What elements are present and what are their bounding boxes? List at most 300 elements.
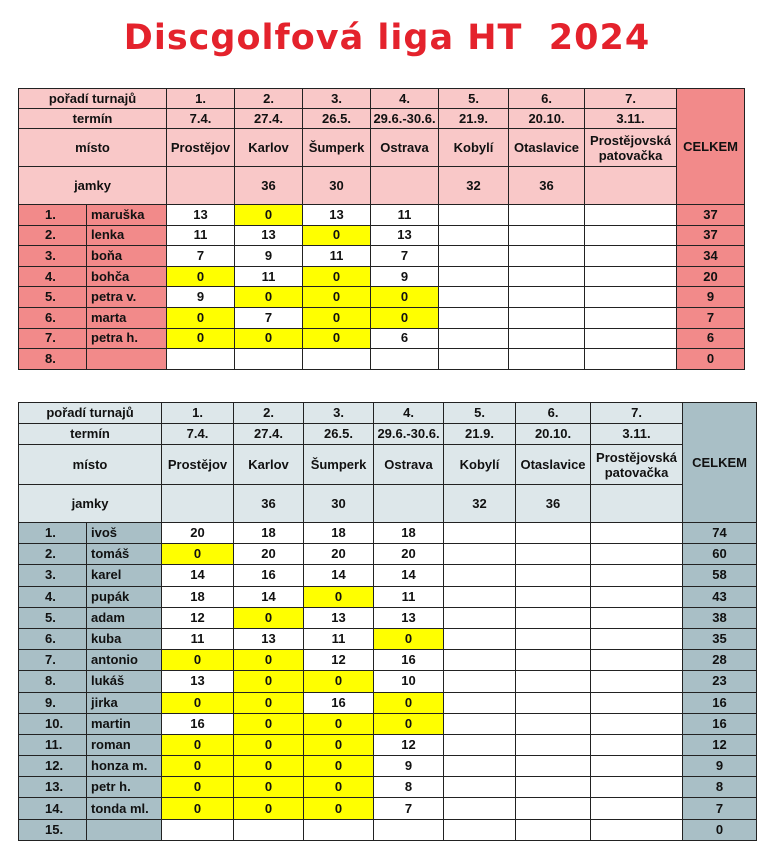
women-score-cell xyxy=(509,246,585,267)
men-score-cell: 20 xyxy=(162,523,234,544)
women-score-cell xyxy=(509,287,585,308)
men-player-name: tomáš xyxy=(87,544,162,565)
women-round-5-holes: 32 xyxy=(439,167,509,205)
men-score-cell xyxy=(516,777,591,798)
men-score-cell xyxy=(516,819,591,840)
men-player-row xyxy=(19,819,757,840)
men-score-cell: 0 xyxy=(162,692,234,713)
men-score-cell xyxy=(516,565,591,586)
women-score-cell: 0 xyxy=(371,287,439,308)
men-score-cell xyxy=(591,734,683,755)
men-score-cell xyxy=(516,798,591,819)
men-total-points: 35 xyxy=(683,628,757,649)
men-player-row xyxy=(19,777,757,798)
men-round-1-holes xyxy=(162,485,234,523)
men-total-points: 9 xyxy=(683,756,757,777)
men-player-row xyxy=(19,756,757,777)
women-rank: 3. xyxy=(19,246,87,267)
men-player-row xyxy=(19,671,757,692)
men-score-cell xyxy=(516,586,591,607)
men-score-cell: 20 xyxy=(234,544,304,565)
men-rank: 10. xyxy=(19,713,87,734)
women-score-cell xyxy=(439,266,509,287)
women-score-cell: 13 xyxy=(371,225,439,246)
men-round-4-round-number: 4. xyxy=(374,403,444,424)
men-player-name: karel xyxy=(87,565,162,586)
men-score-cell: 11 xyxy=(162,628,234,649)
women-player-name: petra h. xyxy=(87,328,167,349)
women-score-cell: 0 xyxy=(167,266,235,287)
page-title: Discgolfová liga HT 2024 xyxy=(123,18,651,58)
men-score-cell: 0 xyxy=(162,734,234,755)
women-score-cell xyxy=(585,205,677,226)
women-score-cell xyxy=(167,349,235,370)
women-score-cell xyxy=(585,225,677,246)
men-score-cell xyxy=(591,544,683,565)
men-rank: 11. xyxy=(19,734,87,755)
men-round-7-holes xyxy=(591,485,683,523)
men-score-cell xyxy=(444,607,516,628)
women-rank: 8. xyxy=(19,349,87,370)
men-score-cell xyxy=(516,671,591,692)
men-rank: 5. xyxy=(19,607,87,628)
men-score-cell xyxy=(516,713,591,734)
men-player-row xyxy=(19,650,757,671)
men-score-cell: 20 xyxy=(374,544,444,565)
women-score-cell xyxy=(371,349,439,370)
men-score-cell xyxy=(591,523,683,544)
men-score-cell xyxy=(444,565,516,586)
men-player-name: jirka xyxy=(87,692,162,713)
men-total-points: 28 xyxy=(683,650,757,671)
women-score-cell: 0 xyxy=(235,205,303,226)
women-score-cell: 0 xyxy=(167,307,235,328)
men-score-cell: 12 xyxy=(304,650,374,671)
women-standings-table xyxy=(18,88,745,370)
women-player-name: lenka xyxy=(87,225,167,246)
women-round-3-round-number: 3. xyxy=(303,89,371,109)
men-score-cell xyxy=(591,798,683,819)
men-round-6-place: Otaslavice xyxy=(516,445,591,485)
women-score-cell xyxy=(509,225,585,246)
men-round-1-date: 7.4. xyxy=(162,424,234,445)
men-score-cell xyxy=(516,692,591,713)
women-place-label: místo xyxy=(19,129,167,167)
men-score-cell: 0 xyxy=(234,756,304,777)
women-round-4-round-number: 4. xyxy=(371,89,439,109)
women-score-cell: 9 xyxy=(235,246,303,267)
women-score-cell xyxy=(303,349,371,370)
women-score-cell xyxy=(235,349,303,370)
men-round-7-place: Prostějovská patovačka xyxy=(591,445,683,485)
women-score-cell: 0 xyxy=(303,328,371,349)
men-round-7-round-number: 7. xyxy=(591,403,683,424)
men-score-cell: 12 xyxy=(162,607,234,628)
men-score-cell xyxy=(444,798,516,819)
men-round-4-holes xyxy=(374,485,444,523)
men-score-cell: 18 xyxy=(162,586,234,607)
men-score-cell xyxy=(444,692,516,713)
women-score-cell: 0 xyxy=(235,328,303,349)
men-rank: 9. xyxy=(19,692,87,713)
men-standings-table xyxy=(18,402,757,841)
men-player-name: honza m. xyxy=(87,756,162,777)
men-player-name: tonda ml. xyxy=(87,798,162,819)
men-score-cell: 13 xyxy=(304,607,374,628)
women-score-cell: 7 xyxy=(167,246,235,267)
women-score-cell: 11 xyxy=(371,205,439,226)
men-score-cell xyxy=(374,819,444,840)
men-total-points: 23 xyxy=(683,671,757,692)
men-score-cell xyxy=(591,756,683,777)
men-round-2-holes: 36 xyxy=(234,485,304,523)
men-score-cell xyxy=(591,650,683,671)
men-round-5-place: Kobylí xyxy=(444,445,516,485)
men-player-row xyxy=(19,586,757,607)
men-round-2-round-number: 2. xyxy=(234,403,304,424)
women-player-row xyxy=(19,266,745,287)
men-score-cell: 0 xyxy=(234,650,304,671)
men-rank: 2. xyxy=(19,544,87,565)
women-player-name xyxy=(87,349,167,370)
men-player-row xyxy=(19,628,757,649)
men-score-cell xyxy=(516,756,591,777)
men-round-3-date: 26.5. xyxy=(304,424,374,445)
women-score-cell: 0 xyxy=(371,307,439,328)
women-score-cell xyxy=(439,205,509,226)
women-round-1-holes xyxy=(167,167,235,205)
men-score-cell: 16 xyxy=(374,650,444,671)
men-total-points: 38 xyxy=(683,607,757,628)
men-score-cell xyxy=(234,819,304,840)
women-order-label: pořadí turnajů xyxy=(19,89,167,109)
men-score-cell xyxy=(444,544,516,565)
men-score-cell xyxy=(591,819,683,840)
women-round-7-place: Prostějovská patovačka xyxy=(585,129,677,167)
women-total-points: 20 xyxy=(677,266,745,287)
men-total-points: 16 xyxy=(683,713,757,734)
women-score-cell: 11 xyxy=(167,225,235,246)
men-score-cell: 0 xyxy=(234,692,304,713)
women-score-cell xyxy=(509,307,585,328)
men-score-cell xyxy=(591,671,683,692)
women-score-cell xyxy=(509,266,585,287)
men-score-cell: 0 xyxy=(304,713,374,734)
men-score-cell xyxy=(591,628,683,649)
women-round-3-place: Šumperk xyxy=(303,129,371,167)
men-score-cell: 9 xyxy=(374,756,444,777)
men-score-cell xyxy=(444,734,516,755)
women-round-3-holes: 30 xyxy=(303,167,371,205)
men-total-points: 58 xyxy=(683,565,757,586)
men-score-cell xyxy=(304,819,374,840)
men-score-cell xyxy=(444,523,516,544)
men-score-cell: 0 xyxy=(162,798,234,819)
men-score-cell xyxy=(591,607,683,628)
women-date-label: termín xyxy=(19,109,167,129)
women-round-5-round-number: 5. xyxy=(439,89,509,109)
men-total-points: 12 xyxy=(683,734,757,755)
men-round-1-place: Prostějov xyxy=(162,445,234,485)
women-total-points: 0 xyxy=(677,349,745,370)
men-place-label: místo xyxy=(19,445,162,485)
men-rank: 14. xyxy=(19,798,87,819)
men-score-cell xyxy=(516,628,591,649)
men-score-cell xyxy=(516,544,591,565)
women-score-cell xyxy=(509,205,585,226)
men-player-name: martin xyxy=(87,713,162,734)
men-score-cell xyxy=(444,819,516,840)
women-rank: 6. xyxy=(19,307,87,328)
men-score-cell xyxy=(516,607,591,628)
men-total-points: 16 xyxy=(683,692,757,713)
women-round-6-round-number: 6. xyxy=(509,89,585,109)
men-player-name: kuba xyxy=(87,628,162,649)
women-rank: 5. xyxy=(19,287,87,308)
men-score-cell xyxy=(591,586,683,607)
women-player-row xyxy=(19,205,745,226)
women-place-row xyxy=(19,129,745,167)
women-score-cell: 0 xyxy=(303,307,371,328)
men-score-cell: 16 xyxy=(234,565,304,586)
women-score-cell: 9 xyxy=(167,287,235,308)
women-round-1-date: 7.4. xyxy=(167,109,235,129)
men-place-row xyxy=(19,445,757,485)
men-player-name: lukáš xyxy=(87,671,162,692)
women-round-6-holes: 36 xyxy=(509,167,585,205)
men-score-cell: 20 xyxy=(304,544,374,565)
men-score-cell: 16 xyxy=(162,713,234,734)
men-score-cell xyxy=(162,819,234,840)
men-player-row xyxy=(19,692,757,713)
men-score-cell: 0 xyxy=(374,628,444,649)
men-score-cell: 0 xyxy=(234,798,304,819)
men-round-3-round-number: 3. xyxy=(304,403,374,424)
men-score-cell: 0 xyxy=(234,713,304,734)
men-score-cell: 12 xyxy=(374,734,444,755)
women-player-row xyxy=(19,349,745,370)
women-score-cell: 9 xyxy=(371,266,439,287)
women-player-row xyxy=(19,328,745,349)
women-player-name: maruška xyxy=(87,205,167,226)
women-round-4-place: Ostrava xyxy=(371,129,439,167)
men-score-cell: 16 xyxy=(304,692,374,713)
men-score-cell: 11 xyxy=(304,628,374,649)
men-score-cell: 18 xyxy=(374,523,444,544)
men-round-2-place: Karlov xyxy=(234,445,304,485)
women-rank: 7. xyxy=(19,328,87,349)
women-score-cell xyxy=(439,225,509,246)
women-total-points: 34 xyxy=(677,246,745,267)
women-player-name: marta xyxy=(87,307,167,328)
women-score-cell xyxy=(439,349,509,370)
women-score-cell: 0 xyxy=(167,328,235,349)
women-round-6-date: 20.10. xyxy=(509,109,585,129)
men-player-name: pupák xyxy=(87,586,162,607)
men-score-cell: 0 xyxy=(304,777,374,798)
women-score-cell: 7 xyxy=(371,246,439,267)
men-round-1-round-number: 1. xyxy=(162,403,234,424)
men-score-cell xyxy=(591,565,683,586)
men-player-name: petr h. xyxy=(87,777,162,798)
women-total-header: CELKEM xyxy=(677,89,745,205)
men-score-cell xyxy=(444,628,516,649)
men-score-cell: 7 xyxy=(374,798,444,819)
men-score-cell: 18 xyxy=(234,523,304,544)
men-score-cell: 0 xyxy=(374,713,444,734)
men-round-4-date: 29.6.-30.6. xyxy=(374,424,444,445)
men-total-points: 74 xyxy=(683,523,757,544)
women-round-5-date: 21.9. xyxy=(439,109,509,129)
men-rank: 8. xyxy=(19,671,87,692)
men-score-cell: 0 xyxy=(304,586,374,607)
women-total-points: 37 xyxy=(677,225,745,246)
men-score-cell xyxy=(444,756,516,777)
men-score-cell: 0 xyxy=(304,798,374,819)
men-rank: 12. xyxy=(19,756,87,777)
men-total-points: 8 xyxy=(683,777,757,798)
women-total-points: 37 xyxy=(677,205,745,226)
women-round-6-place: Otaslavice xyxy=(509,129,585,167)
women-round-4-holes xyxy=(371,167,439,205)
men-date-label: termín xyxy=(19,424,162,445)
women-score-cell: 11 xyxy=(235,266,303,287)
men-date-row xyxy=(19,424,757,445)
men-player-row xyxy=(19,734,757,755)
men-score-cell xyxy=(591,777,683,798)
women-player-row xyxy=(19,246,745,267)
men-score-cell: 14 xyxy=(234,586,304,607)
women-date-row xyxy=(19,109,745,129)
men-round-2-date: 27.4. xyxy=(234,424,304,445)
men-score-cell xyxy=(444,671,516,692)
men-round-7-date: 3.11. xyxy=(591,424,683,445)
men-score-cell xyxy=(444,650,516,671)
men-rank: 7. xyxy=(19,650,87,671)
women-player-name: petra v. xyxy=(87,287,167,308)
women-rank: 1. xyxy=(19,205,87,226)
women-round-5-place: Kobylí xyxy=(439,129,509,167)
men-round-3-holes: 30 xyxy=(304,485,374,523)
men-rank: 15. xyxy=(19,819,87,840)
women-score-cell xyxy=(585,349,677,370)
men-total-points: 7 xyxy=(683,798,757,819)
women-score-cell xyxy=(585,246,677,267)
men-total-points: 0 xyxy=(683,819,757,840)
men-score-cell: 0 xyxy=(162,650,234,671)
men-rank: 13. xyxy=(19,777,87,798)
men-rank: 1. xyxy=(19,523,87,544)
men-rank: 3. xyxy=(19,565,87,586)
men-score-cell xyxy=(591,713,683,734)
men-score-cell: 0 xyxy=(374,692,444,713)
women-round-2-round-number: 2. xyxy=(235,89,303,109)
women-round-2-place: Karlov xyxy=(235,129,303,167)
men-total-points: 43 xyxy=(683,586,757,607)
women-score-cell: 13 xyxy=(167,205,235,226)
women-holes-row xyxy=(19,167,745,205)
men-player-row xyxy=(19,544,757,565)
women-round-2-date: 27.4. xyxy=(235,109,303,129)
men-player-name: roman xyxy=(87,734,162,755)
men-score-cell: 13 xyxy=(162,671,234,692)
women-round-1-round-number: 1. xyxy=(167,89,235,109)
men-score-cell: 0 xyxy=(234,777,304,798)
men-player-row xyxy=(19,607,757,628)
women-player-name: boňa xyxy=(87,246,167,267)
men-score-cell: 0 xyxy=(304,756,374,777)
women-total-points: 9 xyxy=(677,287,745,308)
women-score-cell xyxy=(439,246,509,267)
men-score-cell xyxy=(516,734,591,755)
women-score-cell: 0 xyxy=(235,287,303,308)
women-total-points: 6 xyxy=(677,328,745,349)
men-score-cell: 0 xyxy=(162,544,234,565)
men-player-row xyxy=(19,523,757,544)
women-rank: 2. xyxy=(19,225,87,246)
women-player-name: bohča xyxy=(87,266,167,287)
men-score-cell: 14 xyxy=(374,565,444,586)
men-score-cell: 8 xyxy=(374,777,444,798)
women-rank: 4. xyxy=(19,266,87,287)
men-score-cell: 13 xyxy=(234,628,304,649)
men-score-cell: 0 xyxy=(234,607,304,628)
women-round-3-date: 26.5. xyxy=(303,109,371,129)
men-score-cell xyxy=(444,777,516,798)
men-round-5-round-number: 5. xyxy=(444,403,516,424)
men-total-header: CELKEM xyxy=(683,403,757,523)
men-score-cell: 0 xyxy=(304,734,374,755)
men-score-cell: 0 xyxy=(234,734,304,755)
women-player-row xyxy=(19,225,745,246)
women-score-cell xyxy=(439,307,509,328)
men-score-cell xyxy=(591,692,683,713)
men-round-6-holes: 36 xyxy=(516,485,591,523)
men-player-row xyxy=(19,565,757,586)
men-rank: 6. xyxy=(19,628,87,649)
women-round-number-row xyxy=(19,89,745,109)
men-score-cell: 0 xyxy=(304,671,374,692)
women-score-cell xyxy=(585,287,677,308)
women-holes-label: jamky xyxy=(19,167,167,205)
men-round-5-date: 21.9. xyxy=(444,424,516,445)
men-round-6-round-number: 6. xyxy=(516,403,591,424)
men-score-cell xyxy=(444,586,516,607)
women-score-cell: 6 xyxy=(371,328,439,349)
women-player-row xyxy=(19,287,745,308)
men-holes-label: jamky xyxy=(19,485,162,523)
women-score-cell: 13 xyxy=(235,225,303,246)
men-score-cell: 11 xyxy=(374,586,444,607)
men-round-6-date: 20.10. xyxy=(516,424,591,445)
men-holes-row xyxy=(19,485,757,523)
women-round-7-round-number: 7. xyxy=(585,89,677,109)
men-score-cell xyxy=(444,713,516,734)
men-round-number-row xyxy=(19,403,757,424)
men-score-cell: 0 xyxy=(162,756,234,777)
men-score-cell: 14 xyxy=(162,565,234,586)
women-player-row xyxy=(19,307,745,328)
men-player-row xyxy=(19,798,757,819)
women-score-cell: 13 xyxy=(303,205,371,226)
women-score-cell: 0 xyxy=(303,266,371,287)
men-score-cell: 0 xyxy=(162,777,234,798)
women-score-cell: 0 xyxy=(303,225,371,246)
men-round-5-holes: 32 xyxy=(444,485,516,523)
women-score-cell xyxy=(439,287,509,308)
men-round-4-place: Ostrava xyxy=(374,445,444,485)
women-round-7-date: 3.11. xyxy=(585,109,677,129)
